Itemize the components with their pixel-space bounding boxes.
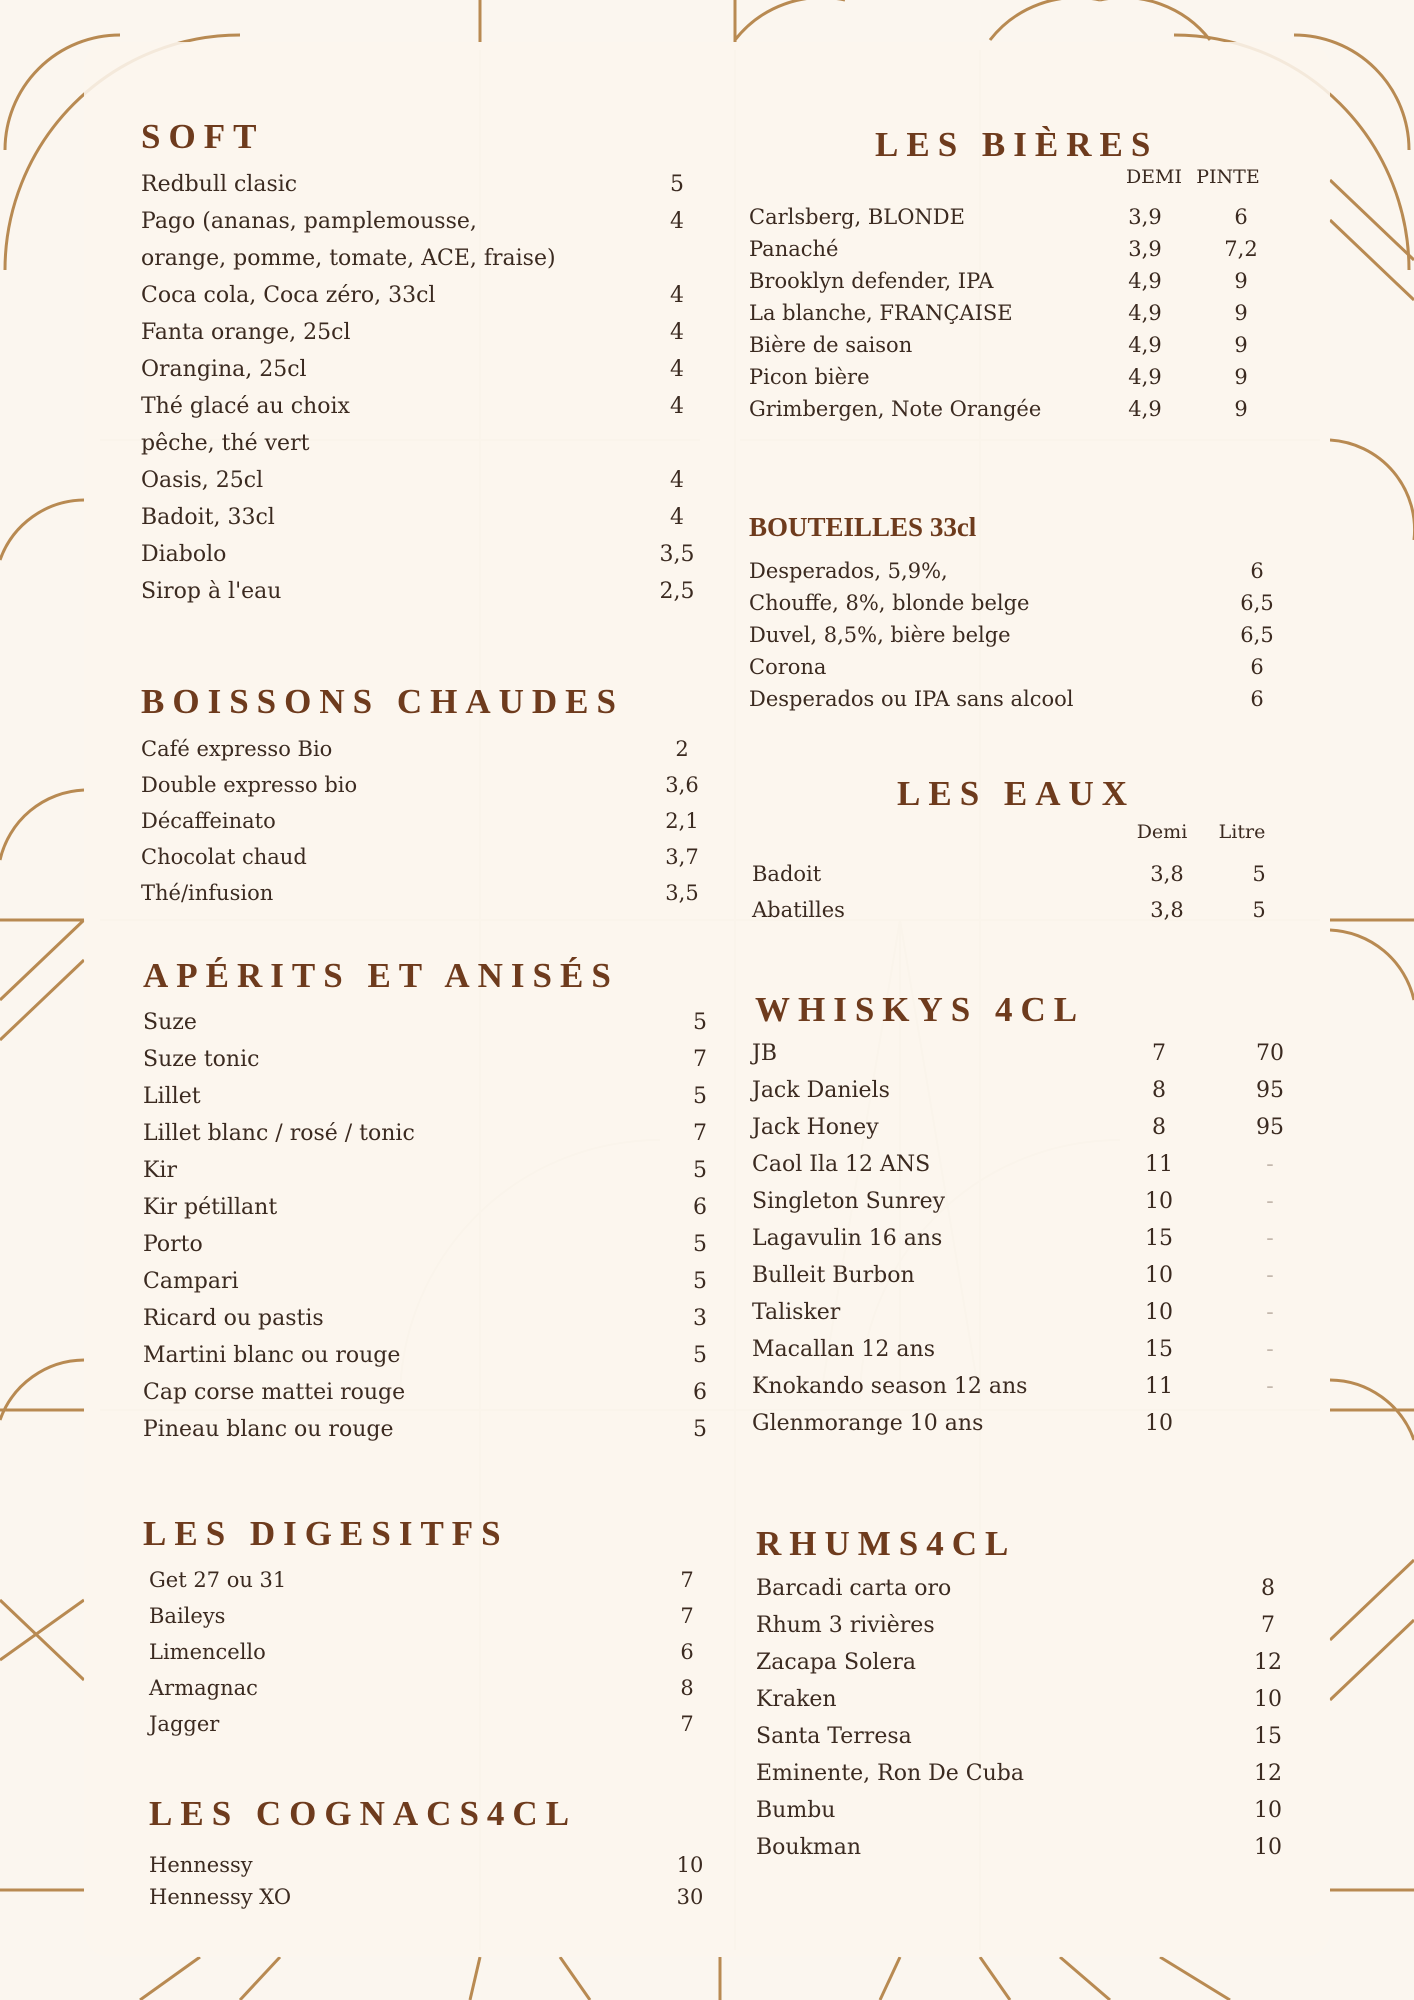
menu-item: Picon bière 4,9 9: [749, 365, 1248, 389]
col-litre: Litre: [1218, 821, 1266, 843]
menu-item: Pago (ananas, pamplemousse, 4: [141, 209, 684, 234]
menu-item: Desperados ou IPA sans alcool 6: [749, 687, 1264, 711]
rhums-section: [756, 1524, 1316, 1866]
menu-item: Sirop à l'eau 2,5: [141, 579, 695, 604]
menu-item: Thé glacé au choix 4: [141, 394, 684, 419]
menu-item: Kir pétillant 6: [143, 1195, 707, 1220]
menu-item: Kraken 10: [756, 1687, 1282, 1712]
menu-item: Coca cola, Coca zéro, 33cl 4: [141, 283, 684, 308]
bouteilles-section: [749, 507, 1309, 715]
menu-item: Hennessy XO 30: [149, 1885, 704, 1909]
cognacs-section: [149, 1794, 709, 1913]
menu-item: Bumbu 10: [756, 1798, 1282, 1823]
cognacs-title: LES COGNACS4CL: [149, 1794, 578, 1833]
menu-item: Boukman 10: [756, 1835, 1282, 1860]
bieres-title: LES BIÈRES: [875, 125, 1159, 164]
menu-item: Duvel, 8,5%, bière belge 6,5: [749, 623, 1274, 647]
menu-item: La blanche, FRANÇAISE 4,9 9: [749, 301, 1248, 325]
menu-item: orange, pomme, tomate, ACE, fraise): [141, 246, 556, 271]
menu-item: Suze tonic 7: [143, 1047, 707, 1072]
menu-item: Armagnac 8: [149, 1676, 694, 1700]
menu-item: Oasis, 25cl 4: [141, 468, 684, 493]
bouteilles-title: BOUTEILLES 33cl: [749, 512, 977, 542]
menu-item: Eminente, Ron De Cuba 12: [756, 1761, 1282, 1786]
menu-item: Badoit 3,8 5: [752, 862, 1266, 886]
aperitifs-title: APÉRITS ET ANISÉS: [143, 956, 619, 995]
soft-section: [141, 117, 696, 157]
soft-list: [141, 166, 696, 203]
menu-item: Panaché 3,9 7,2: [749, 237, 1258, 261]
digestifs-section: [143, 1514, 713, 1742]
menu-item: Ricard ou pastis 3: [143, 1306, 707, 1331]
menu-item: Jack Honey 8 95: [752, 1115, 1284, 1140]
menu-item: Redbull clasic 5: [141, 172, 684, 197]
bieres-header: [749, 165, 1309, 189]
menu-item: JB 7 70: [752, 1041, 1284, 1066]
menu-item: Campari 5: [143, 1269, 707, 1294]
menu-item: Fanta orange, 25cl 4: [141, 320, 684, 345]
chaudes-section: [141, 682, 701, 911]
menu-item: Café expresso Bio 2: [141, 737, 689, 761]
menu-item: Jagger 7: [149, 1712, 694, 1736]
soft-title: SOFT: [141, 117, 265, 156]
menu-item: Desperados, 5,9%, 6: [749, 559, 1264, 583]
menu-item: Jack Daniels 8 95: [752, 1078, 1284, 1103]
eaux-header: [752, 818, 1312, 846]
menu-item: Thé/infusion 3,5: [141, 881, 699, 905]
col-pinte: PINTE: [1196, 166, 1260, 188]
menu-item: Brooklyn defender, IPA 4,9 9: [749, 269, 1248, 293]
menu-item: Porto 5: [143, 1232, 707, 1257]
menu-item: Chocolat chaud 3,7: [141, 845, 699, 869]
menu-item: Décaffeinato 2,1: [141, 809, 699, 833]
col-demi: Demi: [1136, 821, 1188, 843]
col-demi: DEMI: [1125, 166, 1183, 188]
menu-item: Grimbergen, Note Orangée 4,9 9: [749, 397, 1248, 421]
menu-item: Pineau blanc ou rouge 5: [143, 1417, 707, 1442]
menu-item: pêche, thé vert: [141, 431, 310, 456]
menu-item: Talisker 10 -: [752, 1300, 1274, 1325]
soft-list-rest: [141, 203, 696, 610]
menu-item: Bière de saison 4,9 9: [749, 333, 1248, 357]
menu-item: Singleton Sunrey 10 -: [752, 1189, 1274, 1214]
menu-item: Hennessy 10: [149, 1853, 704, 1877]
menu-item: Corona 6: [749, 655, 1264, 679]
menu-item: Limencello 6: [149, 1640, 694, 1664]
menu-item: Orangina, 25cl 4: [141, 357, 684, 382]
menu-item: Zacapa Solera 12: [756, 1650, 1282, 1675]
menu-item: Knokando season 12 ans 11 -: [752, 1374, 1274, 1399]
menu-item: Kir 5: [143, 1158, 707, 1183]
menu-item: Glenmorange 10 ans 10: [752, 1411, 1173, 1436]
menu-item: Santa Terresa 15: [756, 1724, 1282, 1749]
menu-item: Carlsberg, BLONDE 3,9 6: [749, 205, 1248, 229]
aperitifs-section: [143, 956, 713, 1448]
menu-item: Badoit, 33cl 4: [141, 505, 684, 530]
whiskys-title: WHISKYS 4CL: [755, 990, 1086, 1029]
chaudes-title: BOISSONS CHAUDES: [141, 682, 624, 721]
menu-item: Rhum 3 rivières 7: [756, 1613, 1275, 1638]
rhums-title: RHUMS4CL: [756, 1524, 1017, 1563]
menu-item: Suze 5: [143, 1010, 707, 1035]
menu-item: Bulleit Burbon 10 -: [752, 1263, 1274, 1288]
menu-item: Lagavulin 16 ans 15 -: [752, 1226, 1274, 1251]
eaux-title: LES EAUX: [897, 774, 1136, 813]
menu-item: Baileys 7: [149, 1604, 694, 1628]
menu-item: Lillet 5: [143, 1084, 707, 1109]
menu-item: Caol Ila 12 ANS 11 -: [752, 1152, 1274, 1177]
digestifs-title: LES DIGESITFS: [143, 1514, 509, 1553]
menu-item: Barcadi carta oro 8: [756, 1576, 1275, 1601]
menu-item: Double expresso bio 3,6: [141, 773, 699, 797]
menu-item: Chouffe, 8%, blonde belge 6,5: [749, 591, 1274, 615]
bieres-section: [749, 125, 1309, 425]
menu-item: Macallan 12 ans 15 -: [752, 1337, 1274, 1362]
eaux-section: [752, 774, 1312, 928]
menu-item: Cap corse mattei rouge 6: [143, 1380, 707, 1405]
menu-item: Lillet blanc / rosé / tonic 7: [143, 1121, 707, 1146]
whiskys-section: [752, 990, 1312, 1442]
menu-item: Diabolo 3,5: [141, 542, 695, 567]
menu-item: Abatilles 3,8 5: [752, 898, 1266, 922]
menu-item: Martini blanc ou rouge 5: [143, 1343, 707, 1368]
menu-item: Get 27 ou 31 7: [149, 1568, 694, 1592]
